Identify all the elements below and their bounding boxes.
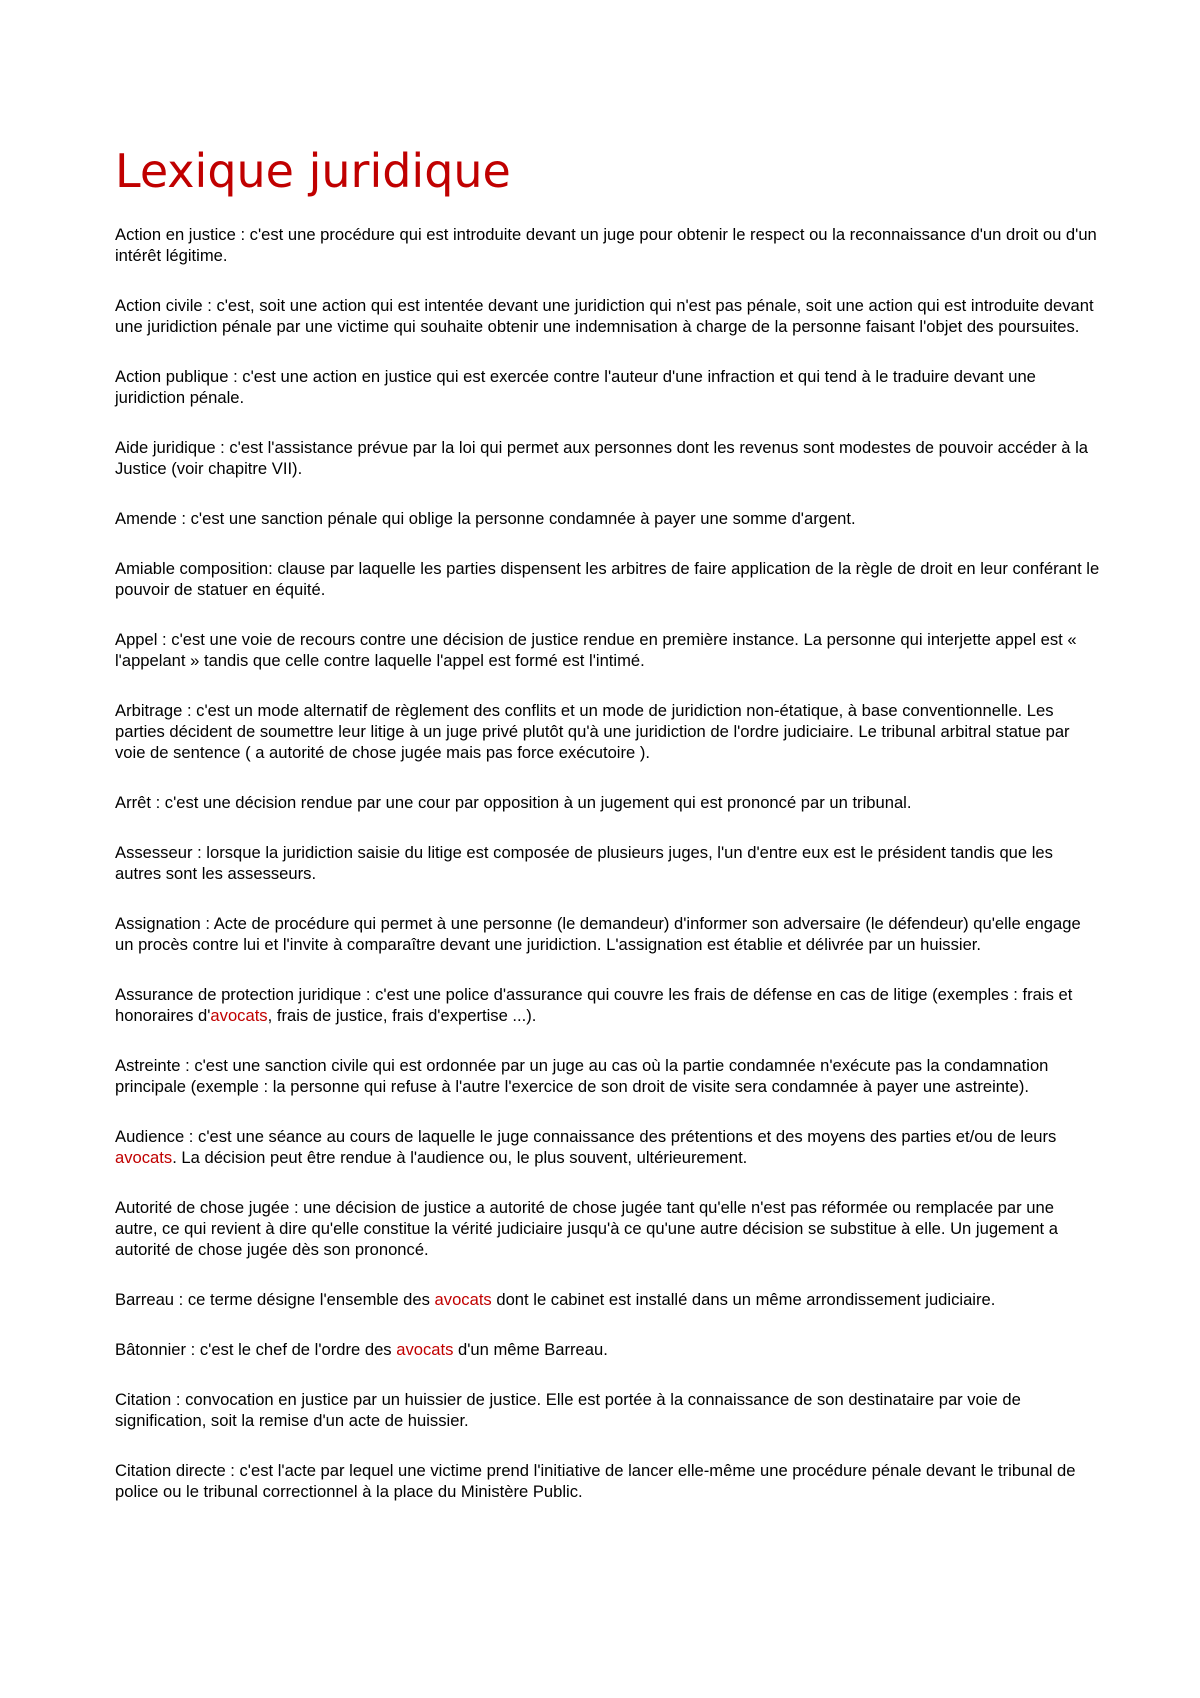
glossary-entry (115, 558, 1100, 600)
entry-text: Assurance de protection juridique : c'est une police d'assurance qui couvre les frais de défense en cas de litige (exemples : frais et honoraires d' (115, 985, 1073, 1025)
entry-text: Amende : c'est une sanction pénale qui oblige la personne condamnée à payer une somme d'argent. (115, 509, 856, 528)
entry-text: Aide juridique : c'est l'assistance prévue par la loi qui permet aux personnes dont les revenus sont modestes de pouvoir accéder à la Justice (voir chapitre VII). (115, 438, 1089, 478)
glossary-entry (115, 700, 1100, 763)
avocats-link[interactable]: avocats (210, 1006, 268, 1025)
entry-text: , frais de justice, frais d'expertise ...). (267, 1006, 537, 1025)
entry-text: Citation : convocation en justice par un huissier de justice. Elle est portée à la connaissance de son destinataire par voie de signification, soit la remise d'un acte de huissier. (115, 1390, 1021, 1430)
entry-text: Bâtonnier : c'est le chef de l'ordre des (115, 1340, 397, 1359)
glossary-entry (115, 842, 1100, 884)
glossary-list (115, 224, 1100, 1531)
entry-text: . La décision peut être rendue à l'audience ou, le plus souvent, ultérieurement. (172, 1148, 748, 1167)
entry-text: Autorité de chose jugée : une décision de justice a autorité de chose jugée tant qu'elle n'est pas réformée ou remplacée par une autre, ce qui revient à dire qu'elle constitue la vérité judiciaire jusqu'à ce qu'une autre décision se substitue à elle. Un jugement a autorité de chose jugée dès son prononcé. (115, 1198, 1058, 1259)
glossary-entry (115, 629, 1100, 671)
entry-text: d'un même Barreau. (453, 1340, 608, 1359)
entry-text: Assignation : Acte de procédure qui permet à une personne (le demandeur) d'informer son adversaire (le défendeur) qu'elle engage un procès contre lui et l'invite à comparaître devant une juridiction. L'assignation est établie et délivrée par un huissier. (115, 914, 1081, 954)
glossary-entry (115, 295, 1100, 337)
avocats-link[interactable]: avocats (115, 1148, 173, 1167)
avocats-link[interactable]: avocats (396, 1340, 454, 1359)
glossary-entry (115, 224, 1100, 266)
entry-text: dont le cabinet est installé dans un même arrondissement judiciaire. (491, 1290, 996, 1309)
glossary-entry (115, 1460, 1100, 1502)
glossary-entry (115, 792, 1100, 813)
glossary-entry (115, 1289, 1100, 1310)
avocats-link[interactable]: avocats (434, 1290, 492, 1309)
entry-text: Assesseur : lorsque la juridiction saisie du litige est composée de plusieurs juges, l'un d'entre eux est le président tandis que les autres sont les assesseurs. (115, 843, 1053, 883)
entry-text: Audience : c'est une séance au cours de laquelle le juge connaissance des prétentions et des moyens des parties et/ou de leurs (115, 1127, 1057, 1146)
page-title: Lexique juridique (115, 144, 511, 198)
glossary-entry (115, 1339, 1100, 1360)
entry-text: Action publique : c'est une action en justice qui est exercée contre l'auteur d'une infraction et qui tend à le traduire devant une juridiction pénale. (115, 367, 1036, 407)
glossary-entry (115, 1389, 1100, 1431)
entry-text: Citation directe : c'est l'acte par lequel une victime prend l'initiative de lancer elle-même une procédure pénale devant le tribunal de police ou le tribunal correctionnel à la place du Ministère Public. (115, 1461, 1076, 1501)
glossary-entry (115, 1197, 1100, 1260)
glossary-entry (115, 508, 1100, 529)
entry-text: Arbitrage : c'est un mode alternatif de règlement des conflits et un mode de juridiction non-étatique, à base conventionnelle. Les parties décident de soumettre leur litige à un juge privé plutôt qu'à une juridiction de l'ordre judiciaire. Le tribunal arbitral statue par voie de sentence ( a autorité de chose jugée mais pas force exécutoire ). (115, 701, 1070, 762)
entry-text: Arrêt : c'est une décision rendue par une cour par opposition à un jugement qui est prononcé par un tribunal. (115, 793, 912, 812)
entry-text: Barreau : ce terme désigne l'ensemble des (115, 1290, 435, 1309)
glossary-entry (115, 437, 1100, 479)
glossary-entry (115, 1055, 1100, 1097)
glossary-entry (115, 366, 1100, 408)
glossary-entry (115, 913, 1100, 955)
entry-text: Appel : c'est une voie de recours contre une décision de justice rendue en première instance. La personne qui interjette appel est « l'appelant » tandis que celle contre laquelle l'appel est formé est l'intimé. (115, 630, 1077, 670)
entry-text: Amiable composition: clause par laquelle les parties dispensent les arbitres de faire application de la règle de droit en leur conférant le pouvoir de statuer en équité. (115, 559, 1100, 599)
entry-text: Action en justice : c'est une procédure qui est introduite devant un juge pour obtenir le respect ou la reconnaissance d'un droit ou d'un intérêt légitime. (115, 225, 1097, 265)
glossary-entry (115, 1126, 1100, 1168)
entry-text: Action civile : c'est, soit une action qui est intentée devant une juridiction qui n'est pas pénale, soit une action qui est introduite devant une juridiction pénale par une victime qui souhaite obtenir une indemnisation à charge de la personne faisant l'objet des poursuites. (115, 296, 1094, 336)
glossary-entry (115, 984, 1100, 1026)
entry-text: Astreinte : c'est une sanction civile qui est ordonnée par un juge au cas où la partie condamnée n'exécute pas la condamnation principale (exemple : la personne qui refuse à l'autre l'exercice de son droit de visite sera condamnée à payer une astreinte). (115, 1056, 1049, 1096)
